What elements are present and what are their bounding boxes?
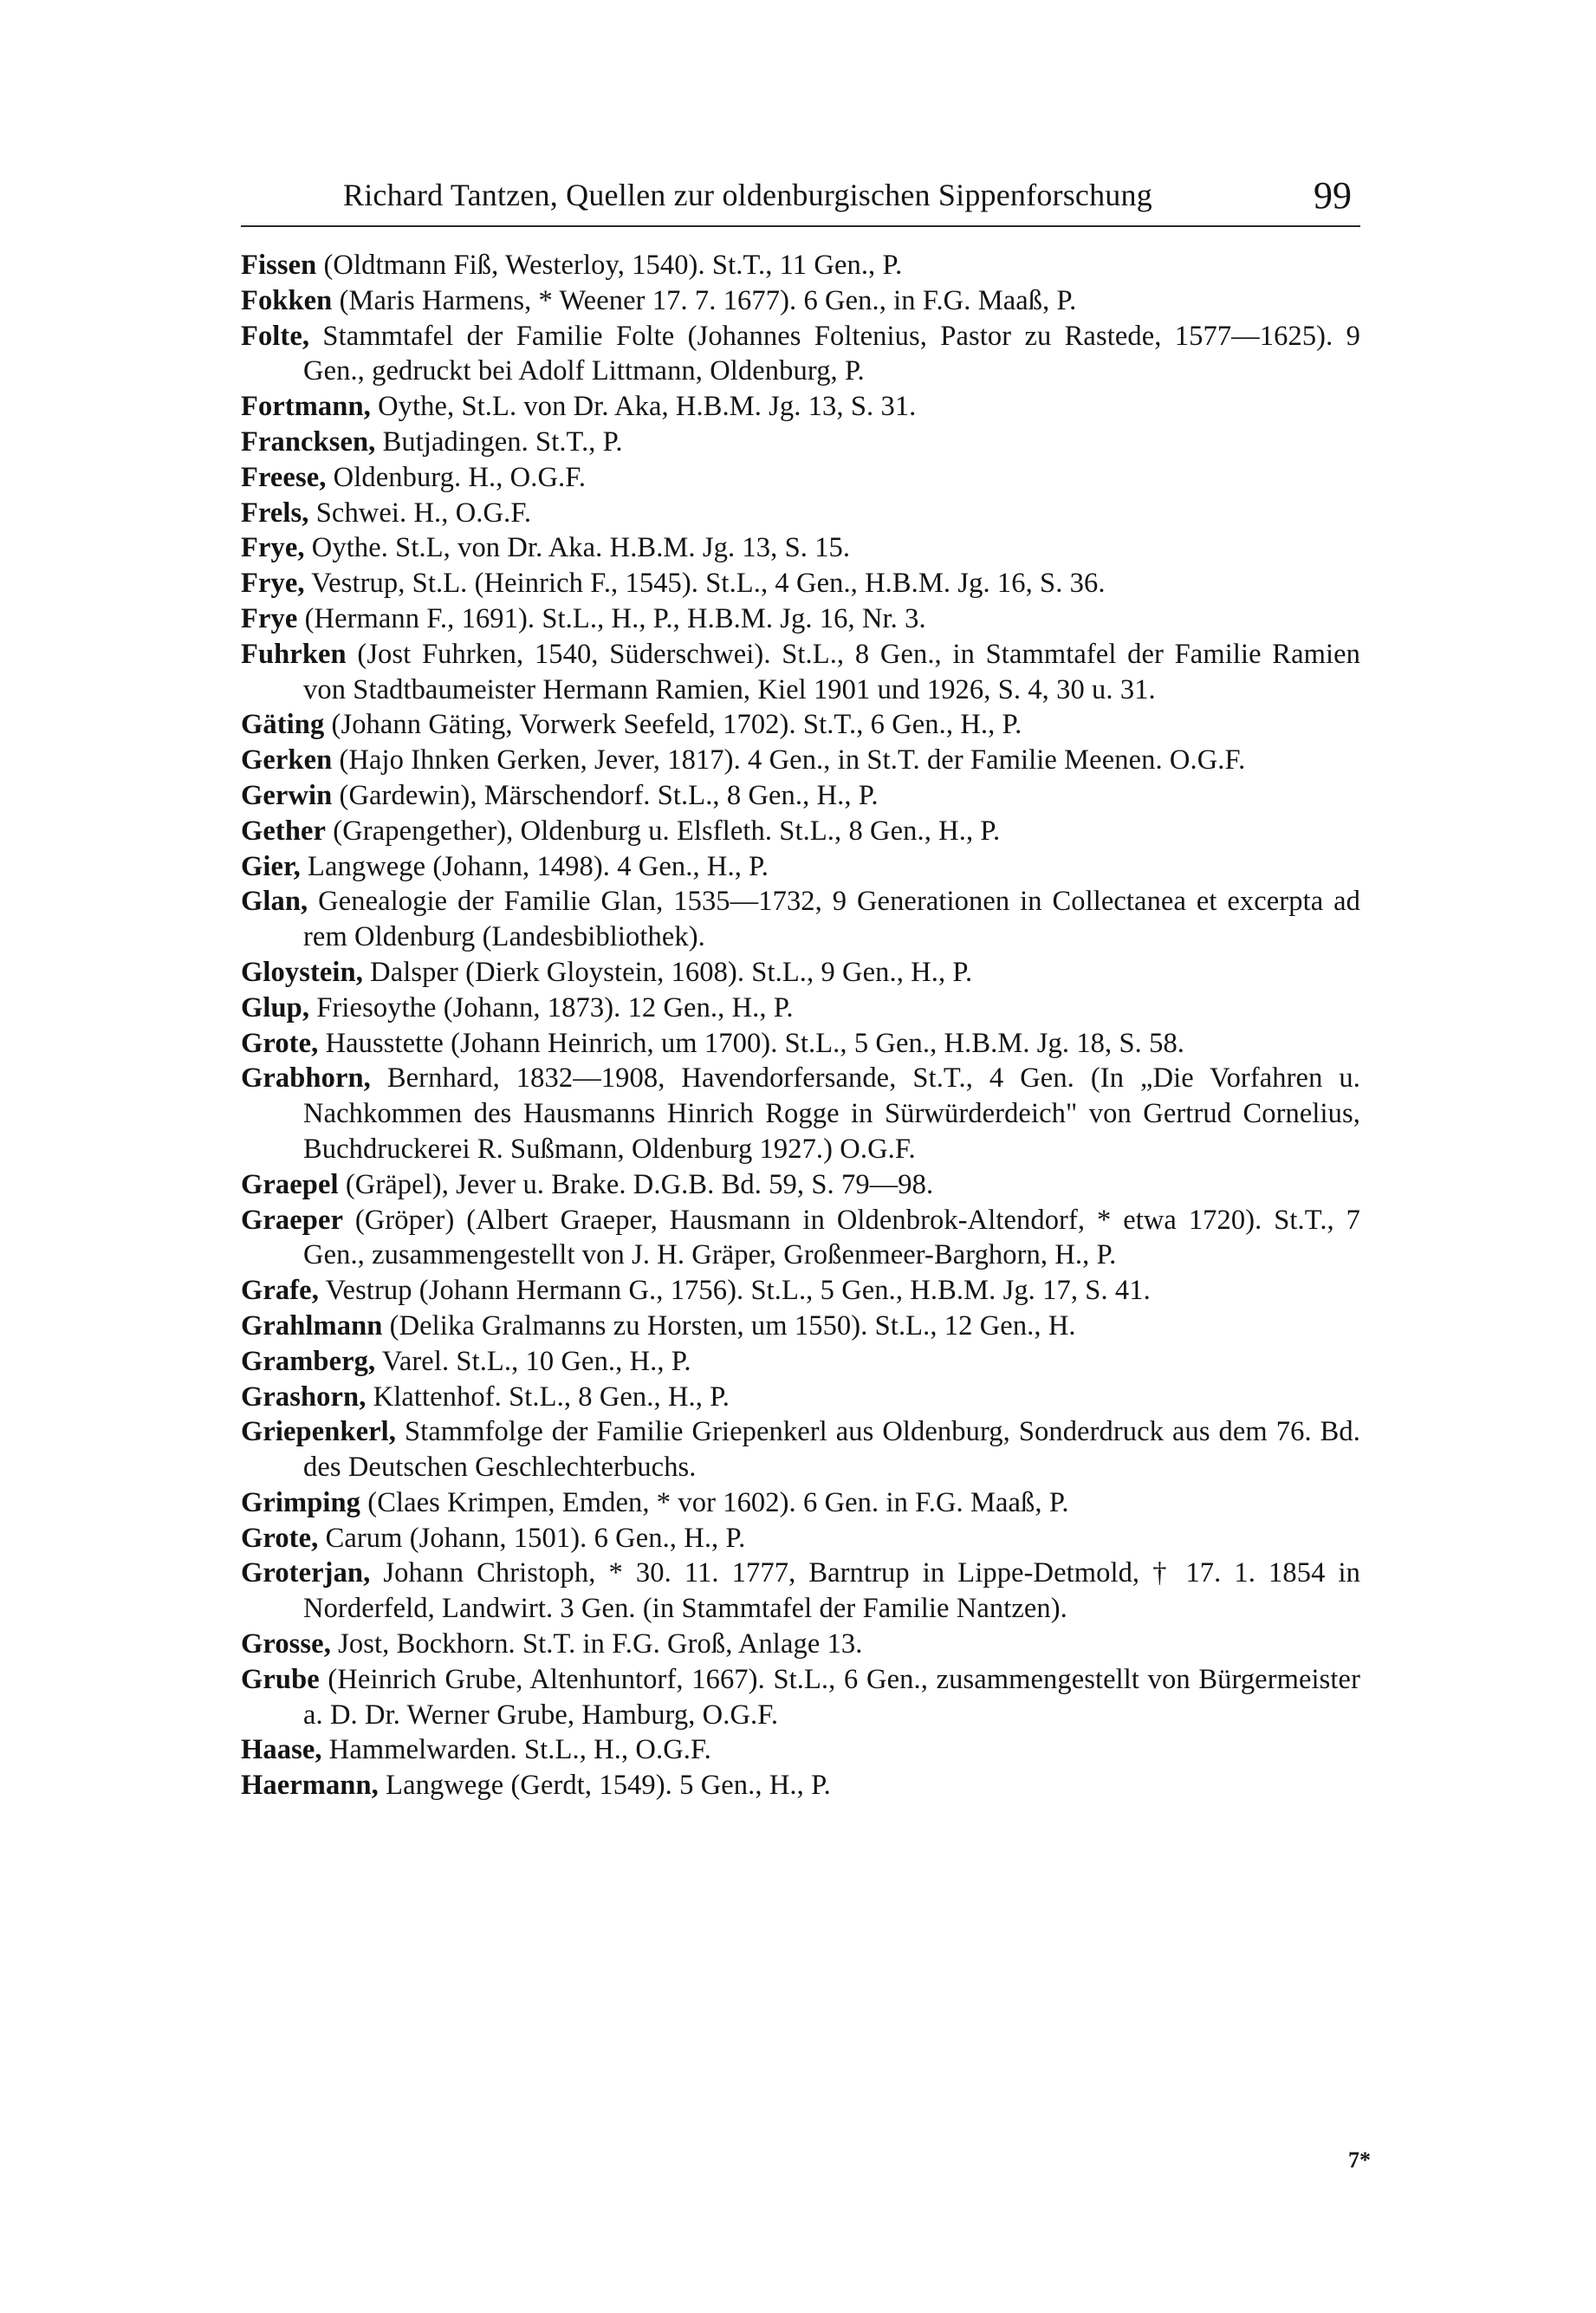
entry-family-name: Frye [241,602,298,634]
register-entry [241,1627,1360,1662]
entry-description: Oythe, St.L. von Dr. Aka, H.B.M. Jg. 13, S. 31. [370,391,917,423]
entry-description: (Hajo Ihnken Gerken, Jever, 1817). 4 Gen., in St.T. der Familie Meenen. O.G.F. [332,744,1246,776]
entry-family-name: Grube [241,1663,320,1695]
register-entry [241,319,1360,390]
entry-family-name: Grimping [241,1486,361,1518]
entry-family-name: Gier, [241,850,301,882]
register-entry [241,1167,1360,1203]
register-entry [241,460,1360,496]
register-entry [241,1380,1360,1415]
entry-family-name: Grahlmann [241,1309,383,1342]
register-entry [241,849,1360,885]
header-title: Richard Tantzen, Quellen zur oldenburgischen Sippenforschung [343,178,1152,212]
entry-family-name: Fortmann, [241,391,371,423]
entry-family-name: Francksen, [241,426,376,458]
entry-family-name: Frels, [241,497,309,529]
entry-description: Dalsper (Dierk Gloystein, 1608). St.L., 9 Gen., H., P. [362,956,973,988]
entry-description: Vestrup (Johann Hermann G., 1756). St.L., 5 Gen., H.B.M. Jg. 17, S. 41. [318,1275,1151,1307]
entry-family-name: Griepenkerl, [241,1416,397,1448]
entry-family-name: Groterjan, [241,1557,371,1589]
entry-description: (Jost Fuhrken, 1540, Süderschwei). St.L., 8 Gen., in Stammtafel der Familie Ramien von Stadtbaumeister Hermann Ramien, Kiel 1901 und 1926, S. 4, 30 u. 31. [303,638,1360,705]
entry-description: Hausstette (Johann Heinrich, um 1700). St.L., 5 Gen., H.B.M. Jg. 18, S. 58. [318,1027,1185,1059]
entry-description: (Claes Krimpen, Emden, * vor 1602). 6 Gen. in F.G. Maaß, P. [360,1486,1069,1518]
register-entry [241,1556,1360,1627]
entry-description: Oythe. St.L, von Dr. Aka. H.B.M. Jg. 13, S. 15. [304,532,851,564]
entry-family-name: Gramberg, [241,1345,376,1377]
entry-family-name: Glup, [241,991,310,1023]
register-entry [241,1273,1360,1309]
entry-description: (Heinrich Grube, Altenhuntorf, 1667). St.L., 6 Gen., zusammengestellt von Bürgermeister a. D. Dr. Werner Grube, Hamburg, O.G.F. [303,1663,1360,1731]
register-entry [241,1521,1360,1556]
entry-family-name: Gether [241,815,327,847]
register-entry [241,1203,1360,1274]
register-entry [241,1768,1360,1803]
register-entry [241,1061,1360,1166]
entry-description: Jost, Bockhorn. St.T. in F.G. Groß, Anlage 13. [330,1628,863,1660]
entry-description: Genealogie der Familie Glan, 1535—1732, 9 Generationen in Collectanea et excerpta ad rem Oldenburg (Landesbibliothek). [303,886,1360,953]
register-entry [241,1026,1360,1062]
register-entry [241,283,1360,319]
entry-family-name: Glan, [241,886,308,918]
entry-description: Oldenburg. H., O.G.F. [326,461,587,493]
entry-description: Langwege (Johann, 1498). 4 Gen., H., P. [300,850,769,882]
entry-description: Bernhard, 1832—1908, Havendorfersande, St.T., 4 Gen. (In „Die Vorfahren u. Nachkommen des Hausmanns Hinrich Rogge in Sürwürderdeich" von Gertrud Cornelius, Buchdruckerei R. Sußmann, Oldenburg 1927.) O.G.F. [303,1062,1360,1165]
entry-family-name: Freese, [241,461,327,493]
register-entry [241,1309,1360,1344]
entry-family-name: Grabhorn, [241,1062,371,1095]
register-entry [241,530,1360,566]
entry-description: (Delika Gralmanns zu Horsten, um 1550). St.L., 12 Gen., H. [382,1309,1076,1342]
register-entry [241,778,1360,814]
entry-family-name: Fuhrken [241,638,347,670]
entry-description: Hammelwarden. St.L., H., O.G.F. [321,1734,711,1766]
entry-family-name: Gerken [241,744,333,776]
register-entry [241,884,1360,955]
page-number: 99 [1314,174,1352,217]
entry-description: Vestrup, St.L. (Heinrich F., 1545). St.L., 4 Gen., H.B.M. Jg. 16, S. 36. [304,568,1106,600]
register-entry [241,1344,1360,1380]
entry-family-name: Graepel [241,1168,339,1200]
entry-family-name: Haermann, [241,1770,379,1802]
entry-family-name: Frye, [241,532,305,564]
entry-description: (Johann Gäting, Vorwerk Seefeld, 1702). St.T., 6 Gen., H., P. [324,709,1022,741]
register-entry [241,707,1360,743]
entry-description: (Gräpel), Jever u. Brake. D.G.B. Bd. 59, S. 79—98. [338,1168,934,1200]
entry-description: Varel. St.L., 10 Gen., H., P. [375,1345,691,1377]
entry-family-name: Grote, [241,1027,319,1059]
book-page [241,165,1360,1803]
entry-list [241,248,1360,1803]
register-entry [241,248,1360,283]
entry-description: Johann Christoph, * 30. 11. 1777, Barntrup in Lippe-Detmold, † 17. 1. 1854 in Norderfeld, Landwirt. 3 Gen. (in Stammtafel der Familie Nantzen). [303,1557,1360,1625]
register-entry [241,601,1360,637]
entry-family-name: Grashorn, [241,1381,367,1413]
entry-description: (Gröper) (Albert Graeper, Hausmann in Oldenbrok-Altendorf, * etwa 1720). St.T., 7 Gen., zusammengestellt von J. H. Gräper, Großenmeer-Barghorn, H., P. [303,1204,1360,1271]
entry-description: Stammtafel der Familie Folte (Johannes Foltenius, Pastor zu Rastede, 1577—1625). 9 Gen., gedruckt bei Adolf Littmann, Oldenburg, P. [303,320,1360,387]
entry-description: Schwei. H., O.G.F. [308,497,532,529]
entry-family-name: Haase, [241,1734,322,1766]
entry-family-name: Graeper [241,1204,344,1236]
entry-description: Klattenhof. St.L., 8 Gen., H., P. [366,1381,730,1413]
entry-description: (Hermann F., 1691). St.L., H., P., H.B.M. Jg. 16, Nr. 3. [297,602,926,634]
running-header [241,165,1360,227]
register-entry [241,496,1360,531]
register-entry [241,1414,1360,1485]
entry-description: Carum (Johann, 1501). 6 Gen., H., P. [318,1522,746,1554]
entry-description: (Oldtmann Fiß, Westerloy, 1540). St.T., 11 Gen., P. [316,250,903,281]
entry-description: Stammfolge der Familie Griepenkerl aus Oldenburg, Sonderdruck aus dem 76. Bd. des Deutschen Geschlechterbuchs. [303,1416,1360,1484]
register-entry [241,389,1360,425]
entry-family-name: Fokken [241,284,333,316]
entry-description: Friesoythe (Johann, 1873). 12 Gen., H., P. [309,991,794,1023]
entry-family-name: Grosse, [241,1628,331,1660]
register-entry [241,814,1360,849]
entry-family-name: Folte, [241,320,310,352]
register-entry [241,637,1360,708]
entry-family-name: Gloystein, [241,956,363,988]
entry-family-name: Fissen [241,250,317,281]
register-entry [241,955,1360,991]
register-entry [241,743,1360,778]
register-entry [241,1662,1360,1733]
register-entry [241,1732,1360,1768]
entry-description: (Grapengether), Oldenburg u. Elsfleth. St.L., 8 Gen., H., P. [326,815,1001,847]
entry-family-name: Gerwin [241,779,333,811]
register-entry [241,1485,1360,1521]
register-entry [241,425,1360,460]
entry-description: Butjadingen. St.T., P. [375,426,623,458]
printer-signature-mark: 7* [1348,2147,1371,2173]
entry-description: (Maris Harmens, * Weener 17. 7. 1677). 6 Gen., in F.G. Maaß, P. [332,284,1077,316]
entry-family-name: Grote, [241,1522,319,1554]
entry-description: (Gardewin), Märschendorf. St.L., 8 Gen., H., P. [332,779,879,811]
entry-family-name: Grafe, [241,1275,319,1307]
entry-family-name: Gäting [241,709,325,741]
register-entry [241,991,1360,1026]
entry-description: Langwege (Gerdt, 1549). 5 Gen., H., P. [378,1770,831,1802]
entry-family-name: Frye, [241,568,305,600]
register-entry [241,566,1360,601]
